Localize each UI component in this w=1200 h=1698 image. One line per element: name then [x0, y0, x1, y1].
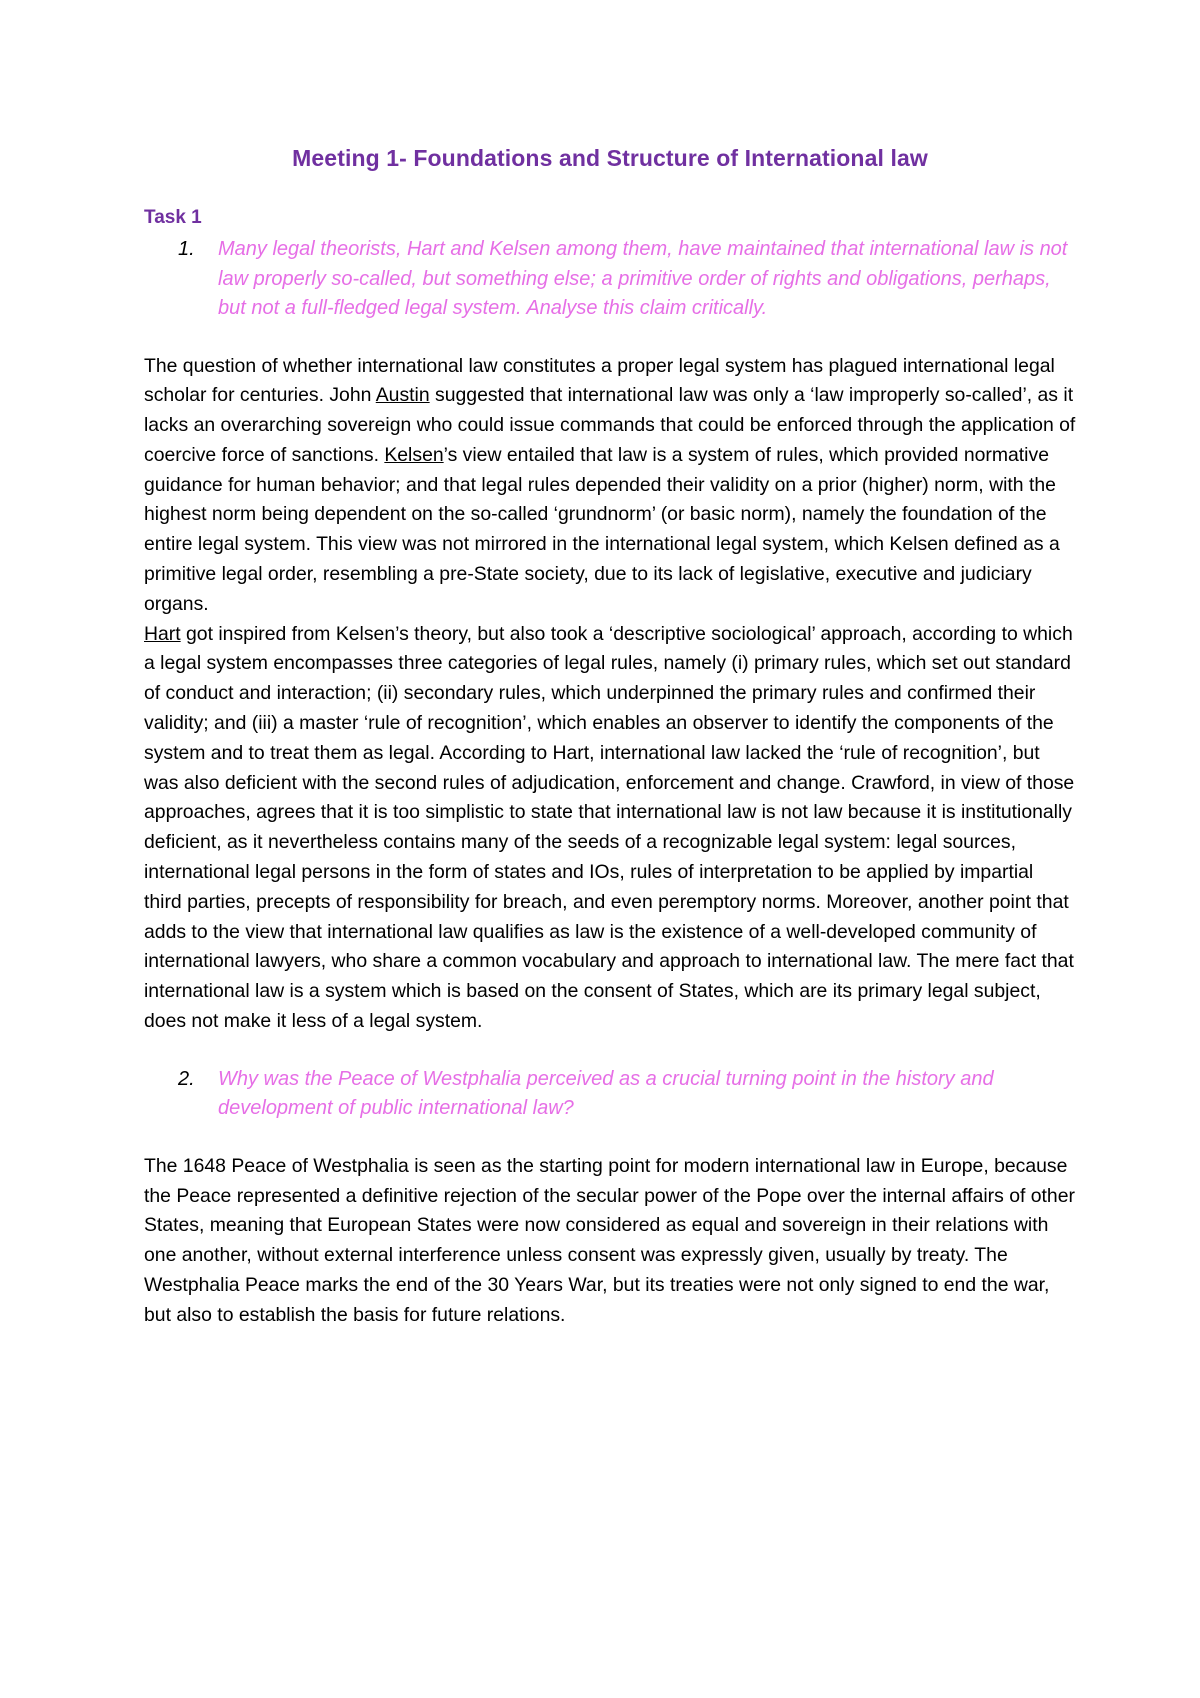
question-2 [144, 1065, 1076, 1124]
answer-1-intro: The question of whether international law constitutes a proper legal system has plagued international legal scholar for centuries. John [144, 354, 1055, 407]
answer-1-hart-text: got inspired from Kelsen’s theory, but also took a ‘descriptive sociological’ approach, according to which a legal system encompasses three categories of legal rules, namely (i) primary rules, which set out standard of conduct and interaction; (ii) secondary rules, which underpinned the primary rules and confirmed their validity; and (iii) a master ‘rule of recognition’, which enables an observer to identify the components of the system and to treat them as legal. According to Hart, international law lacked the ‘rule of recognition’, but was also deficient with the second rules of adjudication, enforcement and change. Crawford, in view of those approaches, agrees that it is too simplistic to state that international law is not law because it is institutionally deficient, as it nevertheless contains many of the seeds of a recognizable legal system: legal sources, international legal persons in the form of states and IOs, rules of interpretation to be applied by impartial third parties, precepts of responsibility for breach, and even peremptory norms. Moreover, another point that adds to the view that international law qualifies as law is the existence of a well-developed community of international lawyers, who share a common vocabulary and approach to international law. The mere fact that international law is a system which is based on the consent of States, which are its primary legal subject, does not make it less of a legal system. [144, 622, 1075, 1033]
question-2-text: Why was the Peace of Westphalia perceived as a crucial turning point in the history and development of public international law? [218, 1067, 994, 1120]
answer-1-kelsen-text: ’s view entailed that law is a system of rules, which provided normative guidance for human behavior; and that legal rules depended their validity on a prior (higher) norm, with the highest norm being dependent on the so-called ‘grundnorm’ (or basic norm), namely the foundation of the entire legal system. This view was not mirrored in the international legal system, which Kelsen defined as a primitive legal order, resembling a pre-State society, due to its lack of legislative, executive and judiciary organs. [144, 443, 1060, 615]
question-1-number: 1. [178, 238, 195, 260]
austin-reference: Austin [375, 384, 430, 407]
answer-1-paragraph-2 [144, 620, 1076, 1037]
question-1-text: Many legal theorists, Hart and Kelsen among them, have maintained that international law is not law properly so-called, but something else; a primitive order of rights and obligations, perhaps, but not a full-fledged legal system. Analyse this claim critically. [218, 238, 1068, 319]
answer-2-paragraph: The 1648 Peace of Westphalia is seen as the starting point for modern international law in Europe, because the Peace represented a definitive rejection of the secular power of the Pope over the internal affairs of other States, meaning that European States were now considered as equal and sovereign in their relations with one another, without external interference unless consent was expressly given, usually by treaty. The Westphalia Peace marks the end of the 30 Years War, but its treaties were not only signed to end the war, but also to establish the basis for future relations. [144, 1154, 1075, 1326]
task-heading: Task 1 [144, 207, 202, 228]
answer-1-austin-text: suggested that international law was only a ‘law improperly so-called’, as it lacks an overarching sovereign who could issue commands that could be enforced through the application of coercive force of sanctions. [144, 384, 1076, 466]
question-2-number: 2. [178, 1067, 195, 1090]
hart-reference: Hart [144, 622, 181, 645]
document-title: Meeting 1- Foundations and Structure of International law [292, 145, 928, 171]
answer-1-paragraph-1 [144, 352, 1076, 620]
question-1 [144, 235, 1076, 324]
kelsen-reference: Kelsen [384, 443, 444, 466]
